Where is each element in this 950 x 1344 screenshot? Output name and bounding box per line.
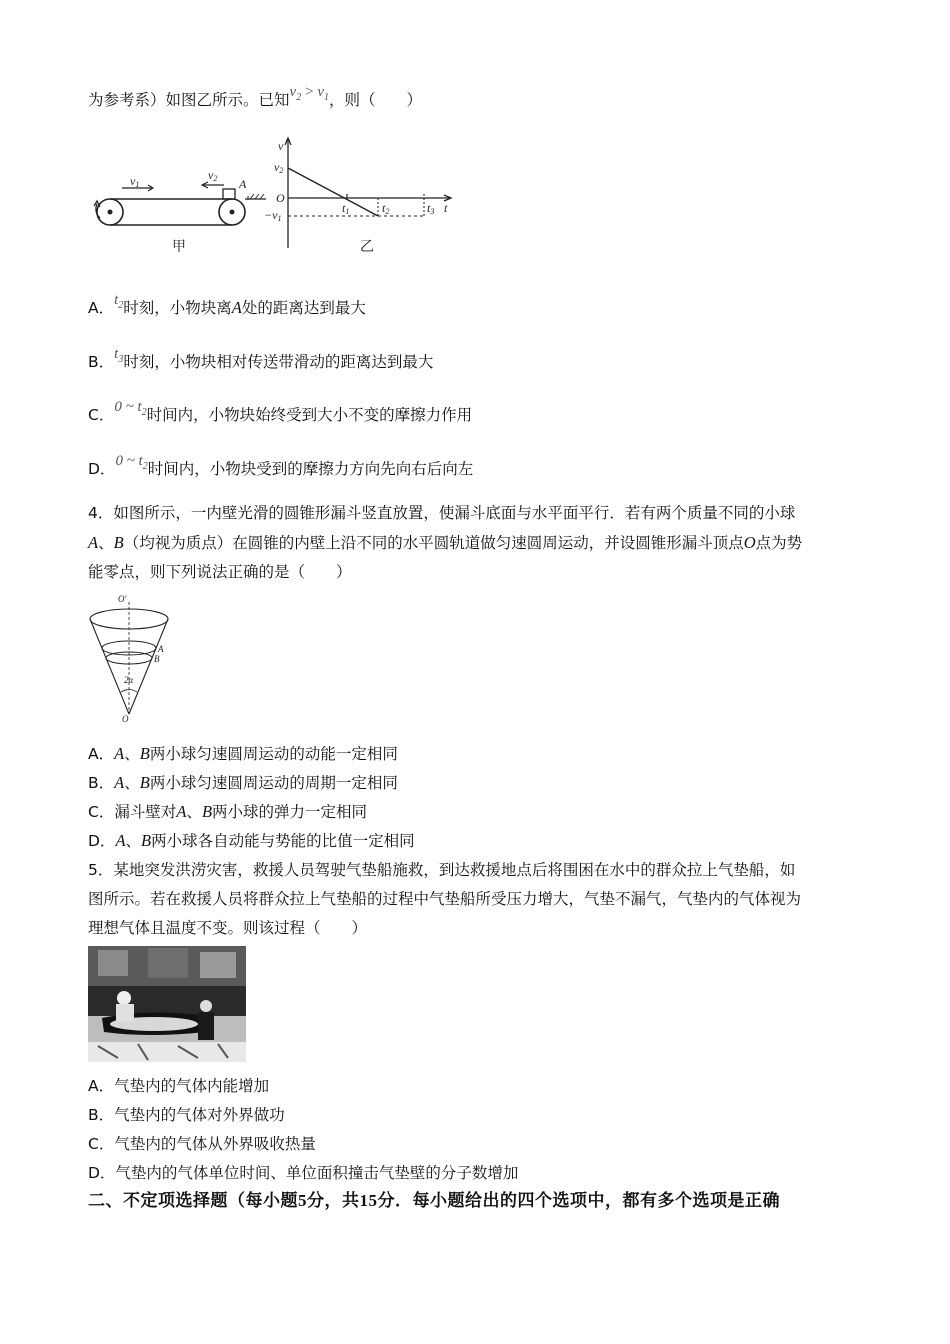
option-text: 时间内，小物块始终受到大小不变的摩擦力作用: [146, 406, 473, 424]
hovercraft-rescue-photo: [88, 946, 246, 1062]
tick-v2-label: v2: [274, 160, 284, 175]
q3-option-d[interactable]: [88, 453, 474, 487]
tick-t1-label: t1: [342, 201, 350, 216]
q5-option-d[interactable]: D．气垫内的气体单位时间、单位面积撞击气垫壁的分子数增加: [88, 1164, 519, 1182]
q4-option-b[interactable]: B．A、B两小球匀速圆周运动的周期一定相同: [88, 773, 398, 792]
q5-stem-line2: 图所示。若在救援人员将群众拉上气垫船的过程中气垫船所受压力增大，气垫不漏气，气垫内的气体视为: [88, 890, 802, 908]
t2-symbol: $t_2$: [114, 292, 124, 311]
option-letter: A．: [88, 299, 115, 317]
v2-symbol: $v_2$: [289, 84, 302, 103]
point-a: A: [231, 298, 242, 317]
axis-v-label: v: [278, 139, 284, 153]
q4-option-a[interactable]: A．A、B两小球匀速圆周运动的动能一定相同: [88, 744, 398, 763]
tick-t2-label: t2: [382, 201, 390, 216]
tick-neg-v1-label: −v1: [264, 208, 282, 223]
option-text: 时间内，小物块受到的摩擦力方向先向右后向左: [147, 460, 474, 478]
cone-angle-label: 2α: [124, 675, 134, 685]
q5-option-a[interactable]: A．气垫内的气体内能增加: [88, 1077, 270, 1095]
t3-symbol: $t_3$: [114, 346, 124, 365]
q5-option-c[interactable]: C．气垫内的气体从外界吸收热量: [88, 1135, 316, 1153]
q3-option-c[interactable]: [88, 399, 473, 433]
q4-option-d[interactable]: D．A、B两小球各自动能与势能的比值一定相同: [88, 831, 415, 850]
ball-b-label: B: [154, 654, 160, 664]
figure-yi-label: 乙: [360, 239, 374, 255]
q5-stem-line1: 5．某地突发洪涝灾害，救援人员驾驶气垫船施救，到达救援地点后将围困在水中的群众拉上气垫船，如: [88, 861, 796, 879]
q5-stem-line3: 理想气体且温度不变。则该过程（ ）: [88, 919, 368, 937]
q5-option-b[interactable]: B．气垫内的气体对外界做功: [88, 1106, 285, 1124]
option-text: 时刻，小物块相对传送带滑动的距离达到最大: [123, 353, 434, 371]
option-text-end: 处的距离达到最大: [241, 299, 366, 317]
section-2-heading: 二、不定项选择题（每小题5分，共15分．每小题给出的四个选项中，都有多个选项是正确: [88, 1191, 780, 1211]
option-letter: C．: [88, 406, 115, 424]
ball-a-label: A: [158, 644, 164, 654]
figure-jia-label: 甲: [172, 239, 186, 255]
option-text: 时刻，小物块离: [123, 299, 232, 317]
interval-symbol: 0 ~ $t_2$: [114, 399, 147, 418]
interval-symbol: 0 ~ $t_2$: [115, 453, 148, 472]
greater-than-symbol: >: [304, 84, 315, 100]
cone-top-label: O′: [118, 594, 127, 604]
belt-v1-label: v1: [130, 174, 140, 189]
option-letter: B．: [88, 353, 115, 371]
tick-t3-label: t3: [427, 201, 435, 216]
q4-stem-line3: 能零点，则下列说法正确的是（ ）: [88, 563, 352, 581]
question3-stem-tail: [88, 84, 422, 118]
q4-stem-line2: A、B（均视为质点）在圆锥的内壁上沿不同的水平圆轨道做匀速圆周运动，并设圆锥形漏斗顶点O点为势: [88, 533, 803, 552]
stem-text-end: ，则（ ）: [328, 91, 422, 109]
vt-graph: [285, 138, 451, 248]
origin-label: O: [276, 191, 285, 205]
cone-vertex-label: O: [122, 714, 129, 724]
q3-option-b[interactable]: [88, 346, 434, 380]
q4-stem-line1: 4．如图所示，一内壁光滑的圆锥形漏斗竖直放置，使漏斗底面与水平面平行．若有两个质量不同的小球: [88, 504, 796, 522]
option-letter: D．: [88, 460, 116, 478]
v1-symbol: $v_1$: [317, 84, 329, 103]
block-a-label: A: [239, 177, 247, 191]
q3-option-a[interactable]: [88, 292, 366, 326]
conveyor-figure: [88, 130, 460, 260]
block-v2-label: v2: [208, 168, 218, 183]
stem-text: 为参考系）如图乙所示。已知: [88, 91, 290, 109]
cone-figure: [88, 594, 174, 726]
q4-option-c[interactable]: C．漏斗壁对A、B两小球的弹力一定相同: [88, 802, 368, 821]
axis-t-label: t: [444, 201, 448, 215]
